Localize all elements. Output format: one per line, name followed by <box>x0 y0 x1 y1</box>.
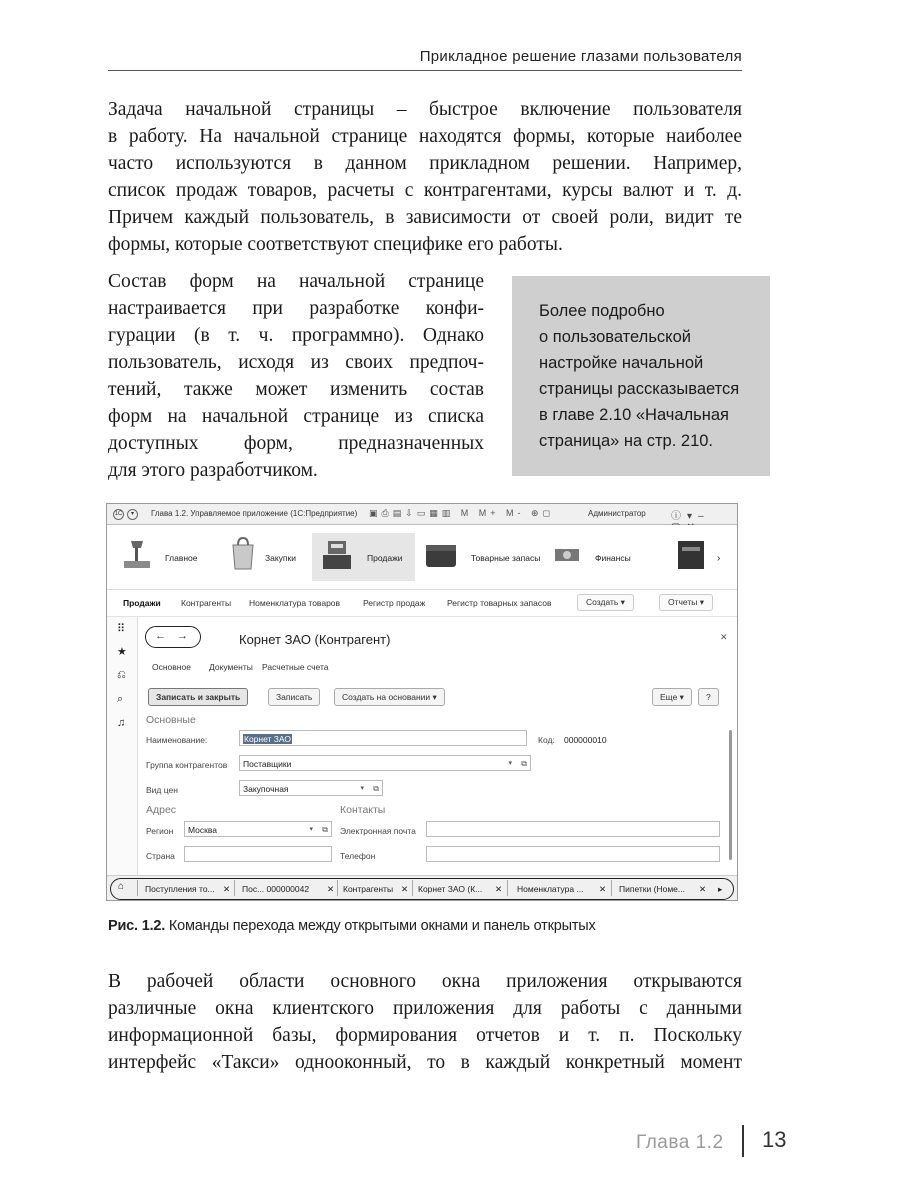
more-button[interactable]: Еще ▾ <box>652 688 692 706</box>
phone-input[interactable] <box>426 846 720 862</box>
chevron-right-icon[interactable]: › <box>717 553 721 564</box>
window-title: Глава 1.2. Управляемое приложение (1С:Предприятие) <box>151 509 358 518</box>
tab-documents[interactable]: Документы <box>209 662 253 672</box>
group-value: Поставщики <box>243 759 292 769</box>
name-input[interactable] <box>239 730 527 746</box>
header-rule <box>108 70 742 71</box>
name-label: Наименование: <box>146 735 208 745</box>
reports-dropdown[interactable]: Отчеты ▾ <box>659 594 713 611</box>
section-label: Главное <box>165 553 198 563</box>
star-icon[interactable]: ★ <box>117 646 127 658</box>
app-logo-icon: 1С <box>113 509 124 520</box>
history-icon[interactable]: ⎌ <box>117 669 126 681</box>
footer-divider <box>742 1125 744 1157</box>
text-line: формы, которые соответствуют специфике его работы. <box>108 234 563 255</box>
text-line: форм на начальной странице из списка <box>108 406 484 427</box>
search-icon[interactable]: ⌕ <box>117 693 124 705</box>
region-label: Регион <box>146 826 174 836</box>
create-based-button[interactable]: Создать на основании ▾ <box>334 688 445 706</box>
region-select[interactable] <box>184 821 332 837</box>
text-line: информационной базы, формирования отчетов и т. п. Поскольку <box>108 1025 742 1046</box>
text-line: В рабочей области основного окна приложения открываются <box>108 971 742 992</box>
price-label: Вид цен <box>146 785 178 795</box>
boxes-icon <box>425 537 457 571</box>
open-icon[interactable]: ⧉ <box>373 784 379 793</box>
section-label: Закупки <box>265 553 296 563</box>
window-titlebar <box>107 504 737 525</box>
command-sales-register[interactable]: Регистр продаж <box>363 598 426 608</box>
open-window-tab[interactable]: Поступления то... <box>145 884 215 894</box>
divider <box>337 880 338 896</box>
open-window-tab[interactable]: Пос... 000000042 <box>242 884 310 894</box>
section-label: Финансы <box>595 553 631 563</box>
save-close-button[interactable]: Записать и закрыть <box>148 688 248 706</box>
divider <box>412 880 413 896</box>
region-value: Москва <box>188 825 218 835</box>
nav-buttons <box>145 626 201 648</box>
close-icon[interactable]: ✕ <box>401 884 409 894</box>
window-controls-icon[interactable]: ⓘ▾– <box>671 511 710 522</box>
open-windows-panel <box>107 875 737 901</box>
sidebar-note <box>512 276 770 476</box>
phone-label: Телефон <box>340 851 376 861</box>
text-line: интерфейс «Такси» однооконный, то в каждый конкретный момент <box>108 1052 742 1073</box>
user-name[interactable]: Администратор <box>588 509 646 518</box>
paragraph-3 <box>108 968 742 1076</box>
left-panel <box>107 617 138 875</box>
cash-register-icon <box>321 537 353 571</box>
contractor-form <box>138 617 737 875</box>
command-bar <box>107 590 737 617</box>
text-line: часто используются в данном прикладном решении. Например, <box>108 153 742 174</box>
tab-main[interactable]: Основное <box>152 662 191 672</box>
back-arrow-icon[interactable]: ← <box>155 630 166 642</box>
text-line: гурации (в т. ч. программно). Однако <box>108 325 484 346</box>
command-stock-register[interactable]: Регистр товарных запасов <box>447 598 552 608</box>
section-inventory[interactable] <box>425 537 545 577</box>
divider <box>611 880 612 896</box>
open-window-tab-active[interactable]: Корнет ЗАО (К... <box>418 884 483 894</box>
address-group-title: Адрес <box>146 804 177 816</box>
command-sales[interactable]: Продажи <box>123 598 161 608</box>
text-line: для этого разработчиком. <box>108 460 318 481</box>
save-button[interactable]: Записать <box>268 688 320 706</box>
tab-accounts[interactable]: Расчетные счета <box>262 662 329 672</box>
forward-arrow-icon[interactable]: → <box>177 630 188 642</box>
text-line: Задача начальной страницы – быстрое включение пользователя <box>108 99 742 120</box>
group-main-title: Основные <box>146 714 196 726</box>
close-icon[interactable]: ✕ <box>495 884 503 894</box>
price-value: Закупочная <box>243 784 289 794</box>
divider <box>137 880 138 896</box>
footer-chapter: Глава 1.2 <box>636 1132 724 1153</box>
main-menu-icon[interactable]: ▾ <box>127 509 138 520</box>
section-label: Товарные запасы <box>471 553 541 563</box>
note-line: в главе 2.10 «Начальная <box>539 406 729 424</box>
note-line: страница» на стр. 210. <box>539 432 714 450</box>
close-icon[interactable]: ✕ <box>599 884 607 894</box>
form-scrollbar[interactable] <box>729 730 732 860</box>
section-purchases[interactable] <box>227 537 315 577</box>
open-window-tab[interactable]: Контрагенты <box>343 884 394 894</box>
printer-icon <box>675 537 707 571</box>
close-icon[interactable]: ✕ <box>699 884 707 894</box>
text-line: доступных форм, предназначенных <box>108 433 484 454</box>
figure-screenshot <box>106 503 738 901</box>
note-line: страницы рассказывается <box>539 380 740 398</box>
section-more[interactable] <box>675 537 725 577</box>
help-button[interactable]: ? <box>698 688 719 706</box>
dropdown-arrow-icon[interactable]: ▾ <box>360 785 364 792</box>
open-window-tab[interactable]: Номенклатура ... <box>517 884 584 894</box>
scroll-right-icon[interactable]: ▸ <box>718 884 723 894</box>
caption-label: Рис. 1.2. <box>108 918 166 934</box>
email-label: Электронная почта <box>340 826 416 836</box>
shopping-bag-icon <box>227 537 259 571</box>
name-value: Корнет ЗАО <box>244 734 292 744</box>
apps-grid-icon[interactable]: ⠿ <box>117 623 126 635</box>
text-line: список продаж товаров, расчеты с контрагентами, курсы валют и т. д. <box>108 180 742 201</box>
paragraph-1 <box>108 96 742 258</box>
contacts-group-title: Контакты <box>340 804 386 816</box>
note-line: настройке начальной <box>539 354 704 372</box>
section-finance[interactable] <box>551 537 661 577</box>
open-icon[interactable]: ⧉ <box>521 759 527 768</box>
divider <box>507 880 508 896</box>
bell-icon[interactable]: ♫ <box>117 717 126 729</box>
close-icon[interactable]: ✕ <box>720 632 728 642</box>
section-sales[interactable] <box>312 533 415 581</box>
note-line: о пользовательской <box>539 328 691 346</box>
section-main[interactable] <box>121 537 211 577</box>
toolbar-icons[interactable]: ▣⎙▤⇩▭▦▥ M M+ M- ⊕◻ <box>369 508 555 518</box>
money-icon <box>551 537 583 571</box>
country-input[interactable] <box>184 846 332 862</box>
text-line: различные окна клиентского приложения для работы с данными <box>108 998 742 1019</box>
code-label: Код: <box>538 735 555 745</box>
note-line: Более подробно <box>539 302 665 320</box>
close-icon[interactable]: ✕ <box>327 884 335 894</box>
caption-text: Команды перехода между открытыми окнами и панель открытых <box>165 918 596 934</box>
dropdown-arrow-icon[interactable]: ▾ <box>508 760 512 767</box>
form-title: Корнет ЗАО (Контрагент) <box>239 632 391 647</box>
code-value: 000000010 <box>564 735 607 745</box>
text-line: в работу. На начальной странице находятся формы, которые наиболее <box>108 126 742 147</box>
figure-caption <box>108 918 596 934</box>
text-line: Состав форм на начальной странице <box>108 271 484 292</box>
section-label: Продажи <box>367 553 403 563</box>
desk-lamp-icon <box>121 537 153 571</box>
command-contractors[interactable]: Контрагенты <box>181 598 232 608</box>
close-icon[interactable]: ✕ <box>223 884 231 894</box>
text-line: настраивается при разработке конфи- <box>108 298 484 319</box>
text-line: пользователь, исходя из своих предпоч- <box>108 352 484 373</box>
create-dropdown[interactable]: Создать ▾ <box>577 594 634 611</box>
page-number: 13 <box>762 1127 787 1152</box>
command-nomenclature[interactable]: Номенклатура товаров <box>249 598 341 608</box>
country-label: Страна <box>146 851 175 861</box>
group-select[interactable] <box>239 755 531 771</box>
email-input[interactable] <box>426 821 720 837</box>
price-select[interactable] <box>239 780 383 796</box>
dropdown-arrow-icon[interactable]: ▾ <box>309 826 313 833</box>
divider <box>234 880 235 896</box>
sections-panel <box>107 525 737 590</box>
text-line: Причем каждый пользователь, в зависимости от своей роли, видит те <box>108 207 742 228</box>
home-icon[interactable]: ⌂ <box>118 881 125 892</box>
group-label: Группа контрагентов <box>146 760 228 770</box>
paragraph-2 <box>108 268 484 484</box>
text-line: тений, также может изменить состав <box>108 379 484 400</box>
open-window-tab[interactable]: Пипетки (Номе... <box>619 884 685 894</box>
running-head: Прикладное решение глазами пользователя <box>419 48 742 65</box>
open-icon[interactable]: ⧉ <box>322 825 328 834</box>
